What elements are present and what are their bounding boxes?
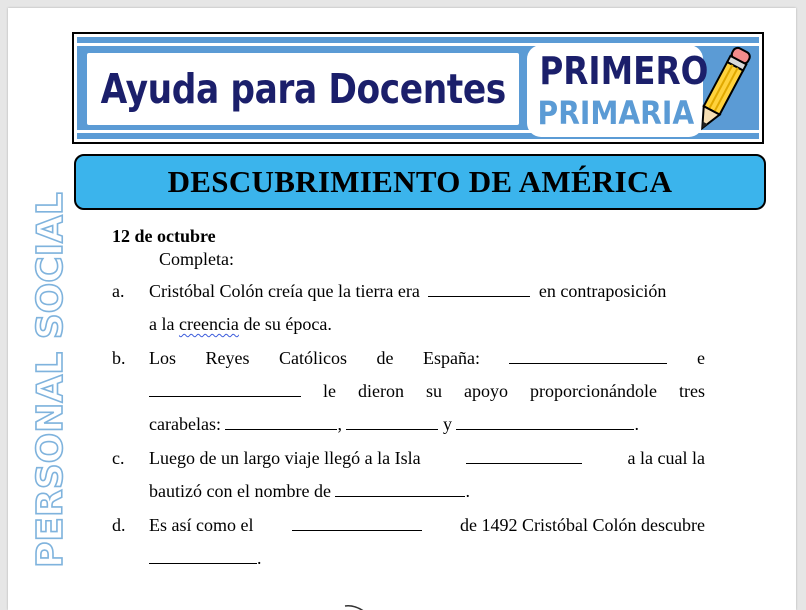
worksheet-date: 12 de octubre xyxy=(112,226,216,246)
item-b-letter: b. xyxy=(112,348,126,368)
header-banner xyxy=(72,32,764,144)
item-b-word: Católicos xyxy=(279,348,347,368)
item-c-line-2 xyxy=(149,479,470,503)
worksheet-instruction: Completa: xyxy=(159,249,234,269)
grade-level: PRIMERO xyxy=(539,49,709,93)
item-b-word: dieron xyxy=(358,381,404,401)
item-b-word: de xyxy=(376,348,394,368)
item-d-letter: d. xyxy=(112,515,126,535)
item-a-line-2 xyxy=(149,312,332,336)
brand-logo-box xyxy=(87,53,519,125)
item-a-text-3: a la xyxy=(149,314,175,334)
item-b-word: e xyxy=(696,348,705,368)
grade-badge xyxy=(527,45,709,137)
item-a-text-1: Cristóbal Colón creía que la tierra era xyxy=(149,281,420,301)
item-b-word: le xyxy=(323,381,336,401)
item-b-line-2 xyxy=(149,379,705,403)
brand-title: Ayuda para Docentes xyxy=(100,65,506,113)
item-b-word: España: xyxy=(423,348,480,368)
item-b-conjunction: y xyxy=(442,414,452,434)
item-b-blank-5[interactable] xyxy=(456,413,634,430)
item-b-blank-1[interactable] xyxy=(509,347,667,364)
item-a-line-1 xyxy=(149,279,705,303)
item-b-blank-2[interactable] xyxy=(149,380,301,397)
stray-mark-icon xyxy=(344,604,366,610)
item-d-line-1 xyxy=(149,513,705,537)
item-d-blank-1[interactable] xyxy=(292,514,422,531)
item-b-word: tres xyxy=(678,381,705,401)
item-b-text-carabelas: carabelas: xyxy=(149,414,221,434)
item-b-word: apoyo xyxy=(464,381,508,401)
item-a-text-4: de su época. xyxy=(238,314,332,334)
item-b-blank-4[interactable] xyxy=(346,413,438,430)
item-b-line-1 xyxy=(149,346,705,370)
page-title: DESCUBRIMIENTO DE AMÉRICA xyxy=(167,164,673,199)
title-banner xyxy=(74,154,766,210)
item-b-period: . xyxy=(634,414,639,434)
item-b-line-3 xyxy=(149,412,639,436)
spellcheck-word[interactable]: creencia xyxy=(178,314,239,334)
side-subject-label: PERSONAL SOCIAL xyxy=(30,192,71,568)
item-a-letter: a. xyxy=(112,281,125,301)
item-a-text-2: en contraposición xyxy=(538,281,667,301)
item-b-blank-3[interactable] xyxy=(225,413,337,430)
item-c-period: . xyxy=(465,481,470,501)
item-d-text-1: Es así como el xyxy=(149,515,254,535)
item-c-blank-1[interactable] xyxy=(466,447,582,464)
item-b-word: su xyxy=(425,381,442,401)
item-c-text-2: a la cual la xyxy=(627,448,705,468)
item-d-blank-2[interactable] xyxy=(149,547,257,564)
item-c-letter: c. xyxy=(112,448,125,468)
item-c-text-1: Luego de un largo viaje llegó a la Isla xyxy=(149,448,421,468)
item-d-line-2 xyxy=(149,546,262,570)
grade-stage: PRIMARIA xyxy=(537,94,695,132)
item-c-blank-2[interactable] xyxy=(335,480,465,497)
item-a-blank-1[interactable] xyxy=(428,280,530,297)
item-b-word: Los xyxy=(149,348,176,368)
item-c-text-3: bautizó con el nombre de xyxy=(149,481,331,501)
item-b-comma: , xyxy=(337,414,342,434)
banner-background xyxy=(77,37,759,139)
item-d-text-2: de 1492 Cristóbal Colón descubre xyxy=(460,515,705,535)
item-b-word: Reyes xyxy=(205,348,250,368)
pencil-icon xyxy=(691,41,753,141)
item-c-line-1 xyxy=(149,446,705,470)
item-b-word: proporcionándole xyxy=(530,381,657,401)
item-d-period: . xyxy=(257,548,262,568)
document-page xyxy=(8,8,796,610)
